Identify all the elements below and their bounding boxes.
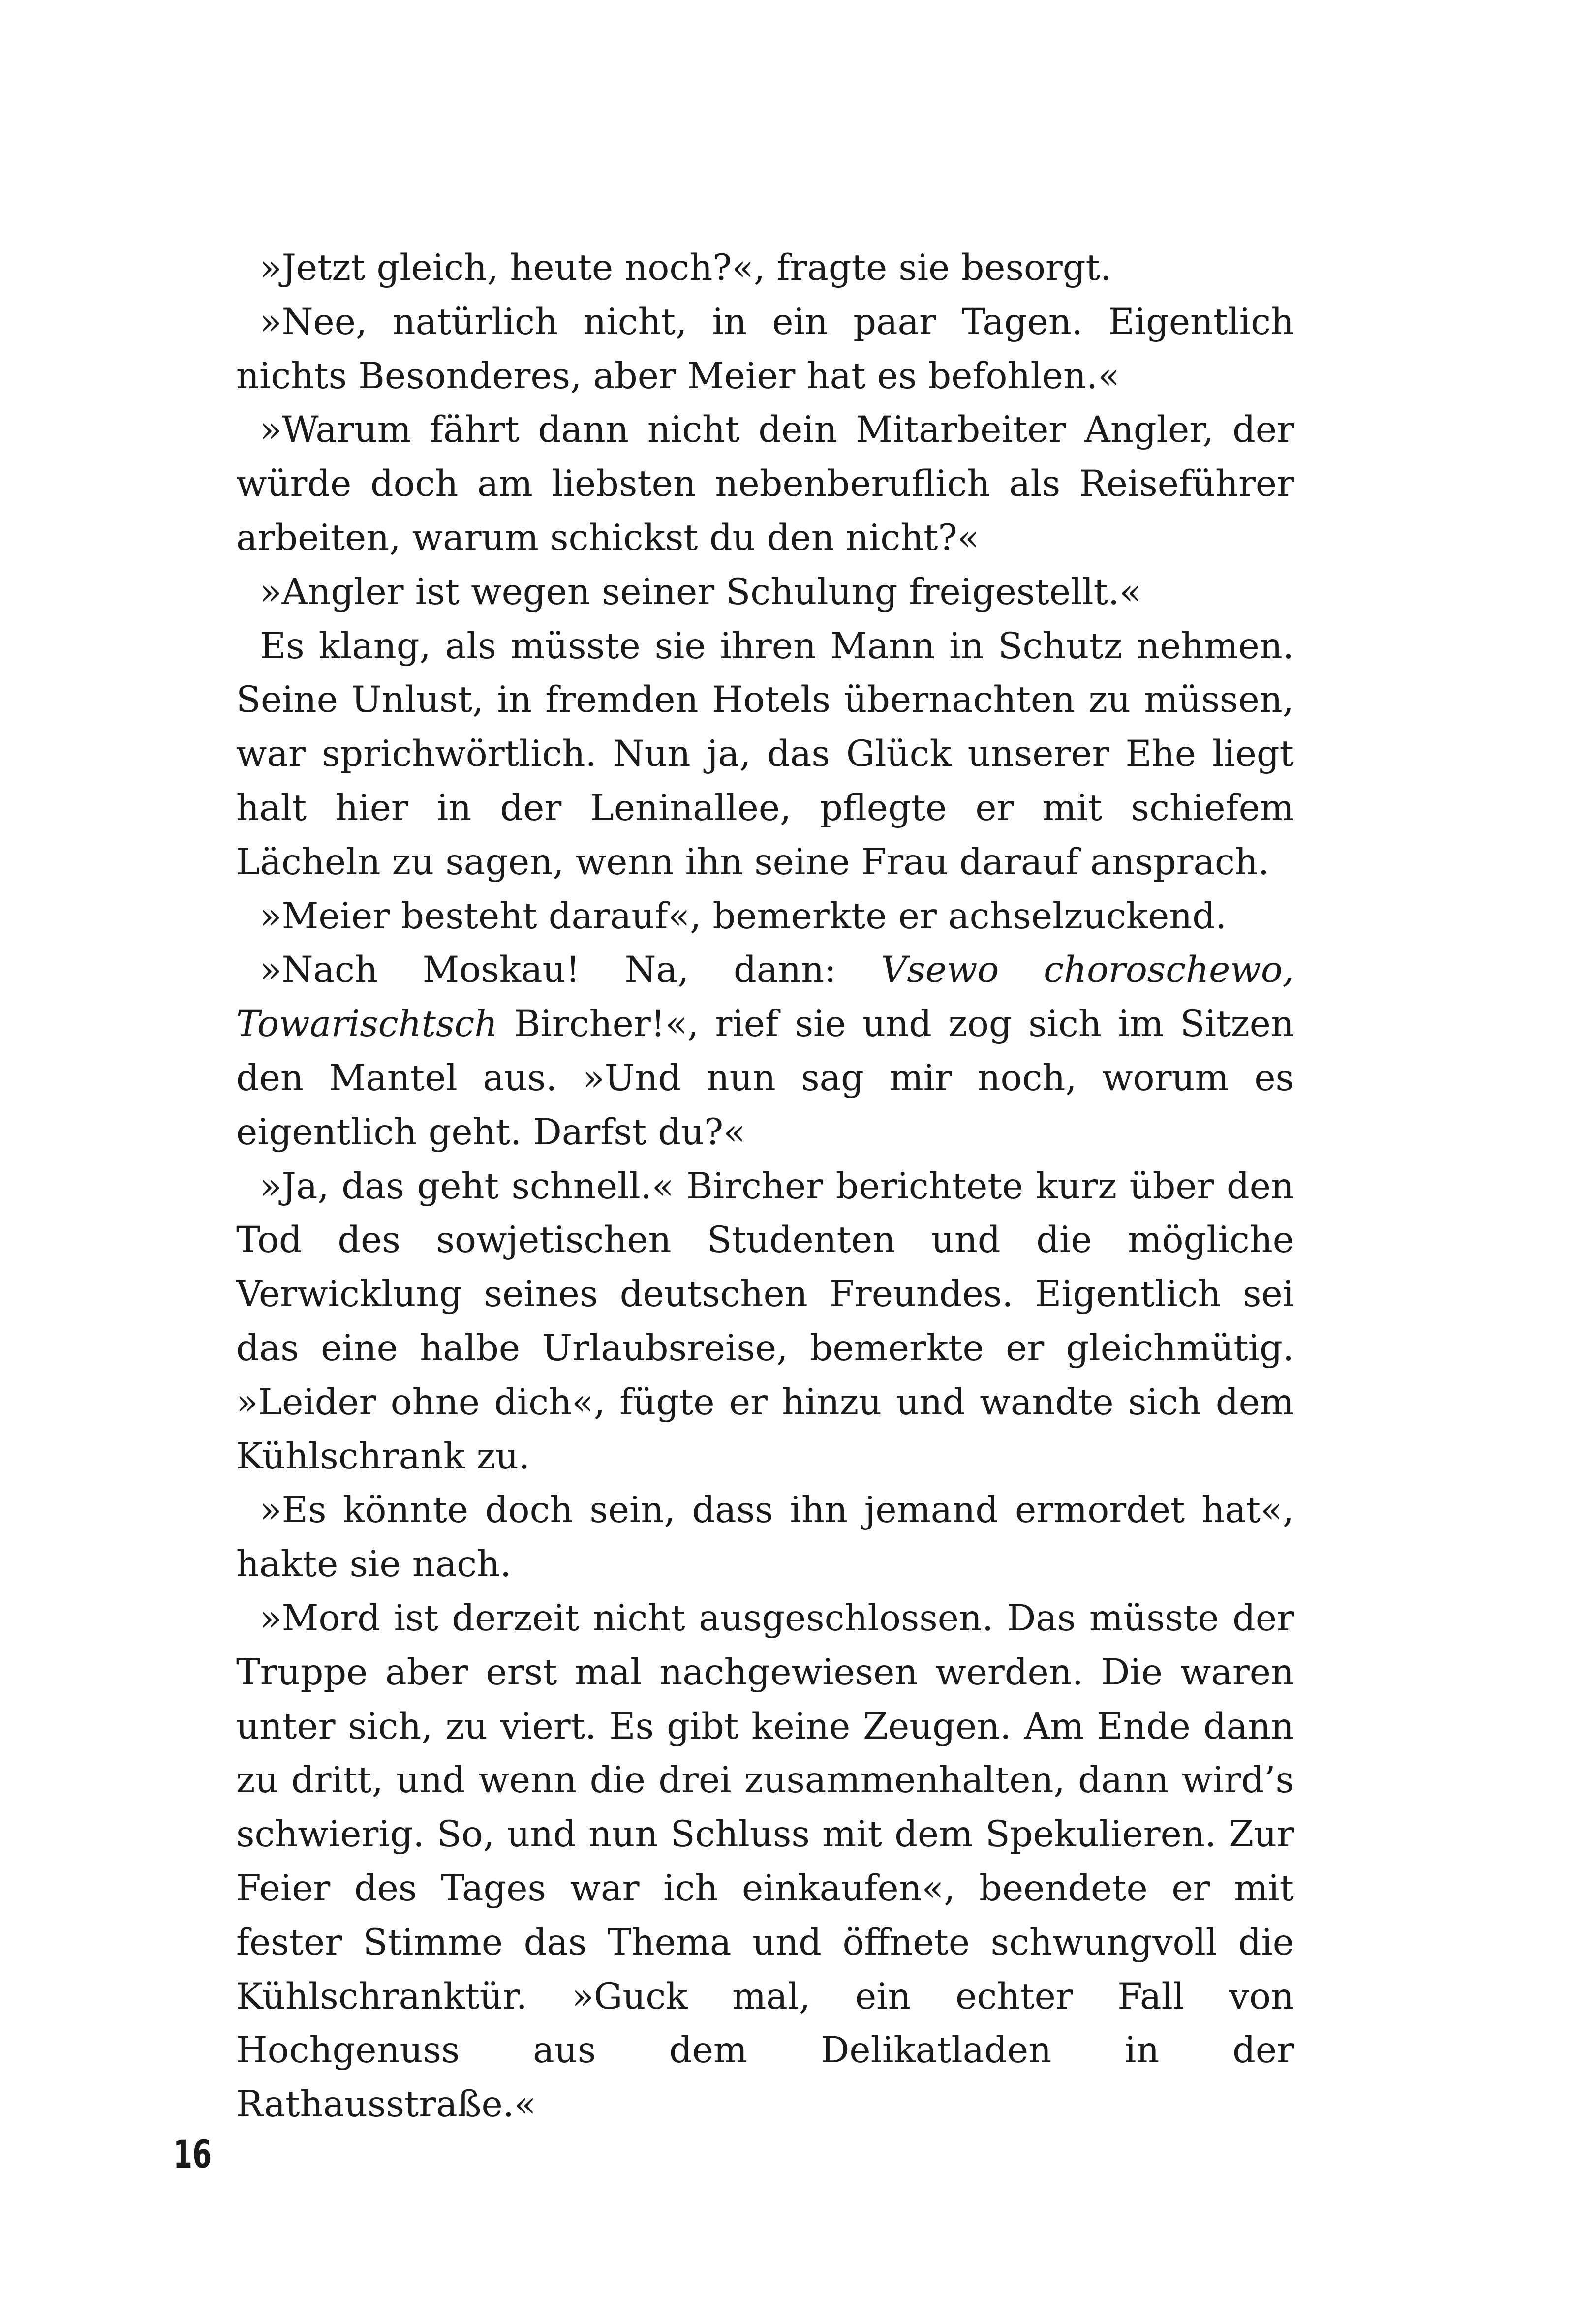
- paragraph-10: »Mord ist derzeit nicht ausgeschlossen. Das müsste der Truppe aber erst mal nachgewiesen werden. Die waren unter sich, zu viert. Es gibt keine Zeugen. Am Ende dann zu dritt, und wenn die drei zusammenhalten, dann wird’s schwierig. So, und nun Schluss mit dem Spekulieren. Zur Feier des Tages war ich einkaufen«, beendete er mit fester Stimme das Thema und öffnete schwungvoll die Kühlschranktür. »Guck mal, ein echter Fall von Hochgenuss aus dem Delikatladen in der Rathausstraße.«: [236, 1597, 1294, 2126]
- paragraph-2: »Nee, natürlich nicht, in ein paar Tagen. Eigentlich nichts Besonderes, aber Meier hat es befohlen.«: [236, 301, 1294, 397]
- paragraph-8: »Ja, das geht schnell.« Bircher berichtete kurz über den Tod des sowjetischen Studenten und die mögliche Verwicklung seines deutschen Freundes. Eigentlich sei das eine halbe Urlaubsreise, bemerkte er gleichmütig. »Leider ohne dich«, fügte er hinzu und wandte sich dem Kühlschrank zu.: [236, 1165, 1294, 1477]
- paragraph-4: »Angler ist wegen seiner Schulung freigestellt.«: [260, 571, 1141, 613]
- paragraph-7-italic-phrase: Vsewo choroschewo, Towarischtsch: [236, 949, 1294, 1045]
- paragraph-6: »Meier besteht darauf«, bemerkte er achselzuckend.: [260, 895, 1227, 937]
- paragraph-1: »Jetzt gleich, heute noch?«, fragte sie besorgt.: [260, 247, 1112, 289]
- paragraph-3: »Warum fährt dann nicht dein Mitarbeiter Angler, der würde doch am liebsten nebenberuflich als Reiseführer arbeiten, warum schickst du den nicht?«: [236, 409, 1294, 559]
- page-number: 16: [173, 2133, 212, 2177]
- paragraph-7: [236, 943, 1294, 1159]
- paragraph-7-end: Bircher!«, rief sie und zog sich im Sitzen den Mantel aus. »Und nun sag mir noch, worum es eigentlich geht. Darfst du?«: [236, 1003, 1294, 1153]
- paragraph-7-start: »Nach Moskau! Na, dann:: [260, 949, 881, 991]
- body-text: [236, 241, 1294, 2132]
- paragraph-5: Es klang, als müsste sie ihren Mann in Schutz nehmen. Seine Unlust, in fremden Hotels übernachten zu müssen, war sprichwörtlich. Nun ja, das Glück unserer Ehe liegt halt hier in der Leninallee, pflegte er mit schiefem Lächeln zu sagen, wenn ihn seine Frau darauf ansprach.: [236, 625, 1294, 883]
- paragraph-9: »Es könnte doch sein, dass ihn jemand ermordet hat«, hakte sie nach.: [236, 1489, 1294, 1586]
